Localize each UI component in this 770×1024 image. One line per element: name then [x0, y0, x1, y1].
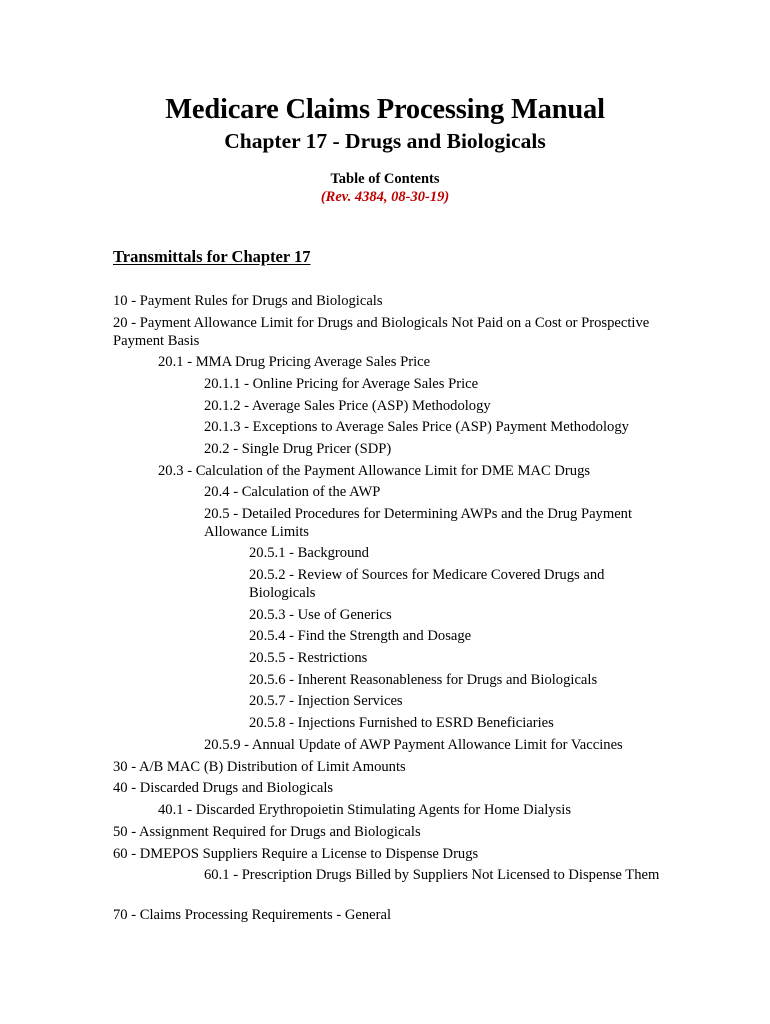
- toc-entry[interactable]: 20.5.5 - Restrictions: [249, 650, 368, 666]
- toc-entry[interactable]: 40 - Discarded Drugs and Biologicals: [113, 780, 334, 796]
- toc-entry[interactable]: 40.1 - Discarded Erythropoietin Stimulating Agents for Home Dialysis: [158, 802, 572, 818]
- toc-entry[interactable]: 30 - A/B MAC (B) Distribution of Limit Amounts: [113, 759, 406, 775]
- toc-entry[interactable]: 60 - DMEPOS Suppliers Require a License to Dispense Drugs: [113, 846, 479, 862]
- transmittals-link[interactable]: Transmittals for Chapter 17: [113, 247, 311, 266]
- chapter-title: Chapter 17 - Drugs and Biologicals: [224, 129, 546, 153]
- table-of-contents-label: Table of Contents: [330, 171, 440, 187]
- revision-note: (Rev. 4384, 08-30-19): [320, 189, 450, 205]
- toc-entry[interactable]: 20.3 - Calculation of the Payment Allowance Limit for DME MAC Drugs: [158, 463, 591, 479]
- toc-entry[interactable]: 20.5.8 - Injections Furnished to ESRD Beneficiaries: [249, 715, 554, 731]
- toc-entry[interactable]: 20.5.3 - Use of Generics: [249, 607, 392, 623]
- toc-entry[interactable]: 20.1 - MMA Drug Pricing Average Sales Price: [158, 354, 431, 370]
- toc-entry[interactable]: 20 - Payment Allowance Limit for Drugs and Biologicals Not Paid on a Cost or Prospective Payment Basis: [113, 315, 650, 349]
- toc-entry[interactable]: 20.4 - Calculation of the AWP: [204, 484, 381, 500]
- toc-entry[interactable]: 20.1.1 - Online Pricing for Average Sales Price: [204, 376, 479, 392]
- toc-entry[interactable]: 20.2 - Single Drug Pricer (SDP): [204, 441, 392, 457]
- manual-title: Medicare Claims Processing Manual: [165, 94, 605, 125]
- toc-entry[interactable]: 20.5.7 - Injection Services: [249, 693, 403, 709]
- toc-entry[interactable]: 20.5.1 - Background: [249, 545, 369, 561]
- toc-entry[interactable]: 20.5.6 - Inherent Reasonableness for Drugs and Biologicals: [249, 672, 598, 688]
- toc-entry[interactable]: 20.1.3 - Exceptions to Average Sales Price (ASP) Payment Methodology: [204, 419, 629, 435]
- toc-entry[interactable]: 10 - Payment Rules for Drugs and Biologicals: [113, 293, 383, 309]
- toc-entry[interactable]: 20.5.4 - Find the Strength and Dosage: [249, 628, 472, 644]
- toc-entry[interactable]: 20.1.2 - Average Sales Price (ASP) Methodology: [204, 398, 491, 414]
- toc-entry[interactable]: 20.5.9 - Annual Update of AWP Payment Allowance Limit for Vaccines: [204, 737, 623, 753]
- toc-entry[interactable]: 20.5.2 - Review of Sources for Medicare Covered Drugs and Biologicals: [249, 567, 605, 601]
- toc-entry[interactable]: 70 - Claims Processing Requirements - General: [113, 907, 392, 923]
- toc-entry[interactable]: 20.5 - Detailed Procedures for Determining AWPs and the Drug Payment Allowance Limits: [204, 506, 633, 540]
- toc-entry[interactable]: 50 - Assignment Required for Drugs and Biologicals: [113, 824, 421, 840]
- toc-entry[interactable]: 60.1 - Prescription Drugs Billed by Suppliers Not Licensed to Dispense Them: [204, 867, 660, 883]
